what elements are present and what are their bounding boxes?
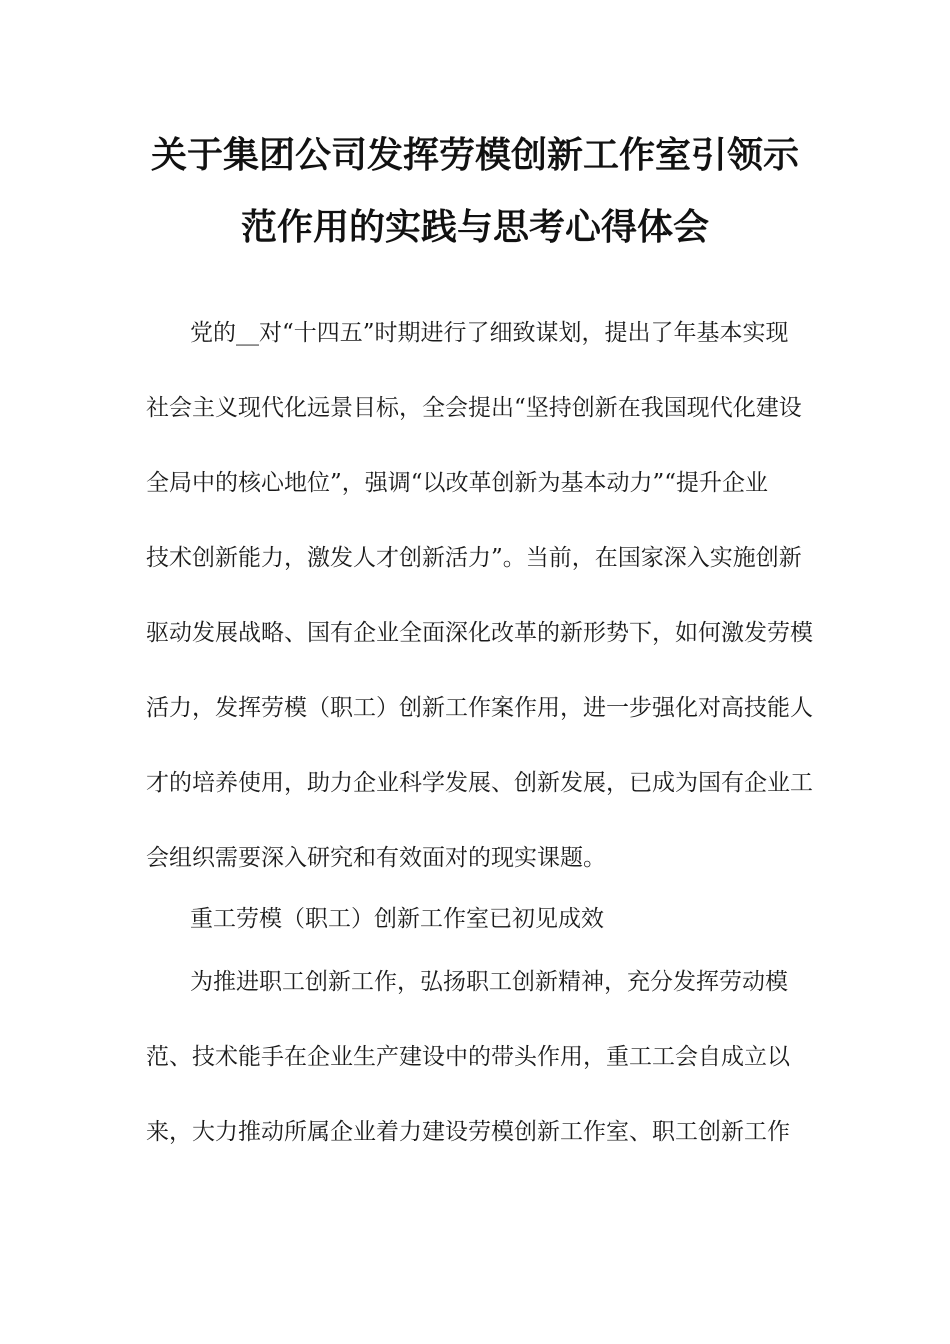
paragraph-1-line-8: 会组织需要深入研究和有效面对的现实课题。 (146, 845, 606, 871)
paragraph-1-line-4: 技术创新能力，激发人才创新活力”。当前，在国家深入实施创新 (146, 545, 802, 571)
document-title-line-1: 关于集团公司发挥劳模创新工作室引领示 (150, 135, 799, 176)
paragraph-1-line-2: 社会主义现代化远景目标，全会提出“坚持创新在我国现代化建设 (146, 395, 802, 421)
paragraph-2-line-2: 范、技术能手在企业生产建设中的带头作用，重工工会自成立以 (146, 1044, 790, 1070)
section-heading: 重工劳模（职工）创新工作室已初见成效 (190, 906, 604, 932)
paragraph-1-line-1: 党的__对“十四五”时期进行了细致谋划，提出了年基本实现 (190, 320, 789, 346)
paragraph-1-line-3: 全局中的核心地位”，强调“以改革创新为基本动力”“提升企业 (146, 470, 769, 496)
paragraph-2-line-3: 来，大力推动所属企业着力建设劳模创新工作室、职工创新工作 (146, 1119, 790, 1145)
paragraph-2-line-1: 为推进职工创新工作，弘扬职工创新精神，充分发挥劳动模 (190, 969, 788, 995)
document-title-line-2: 范作用的实践与思考心得体会 (240, 207, 709, 248)
paragraph-1-line-5: 驱动发展战略、国有企业全面深化改革的新形势下，如何激发劳模 (146, 620, 813, 646)
paragraph-1-line-6: 活力，发挥劳模（职工）创新工作案作用，进一步强化对高技能人 (146, 695, 813, 721)
paragraph-1-line-7: 才的培养使用，助力企业科学发展、创新发展，已成为国有企业工 (146, 770, 813, 796)
